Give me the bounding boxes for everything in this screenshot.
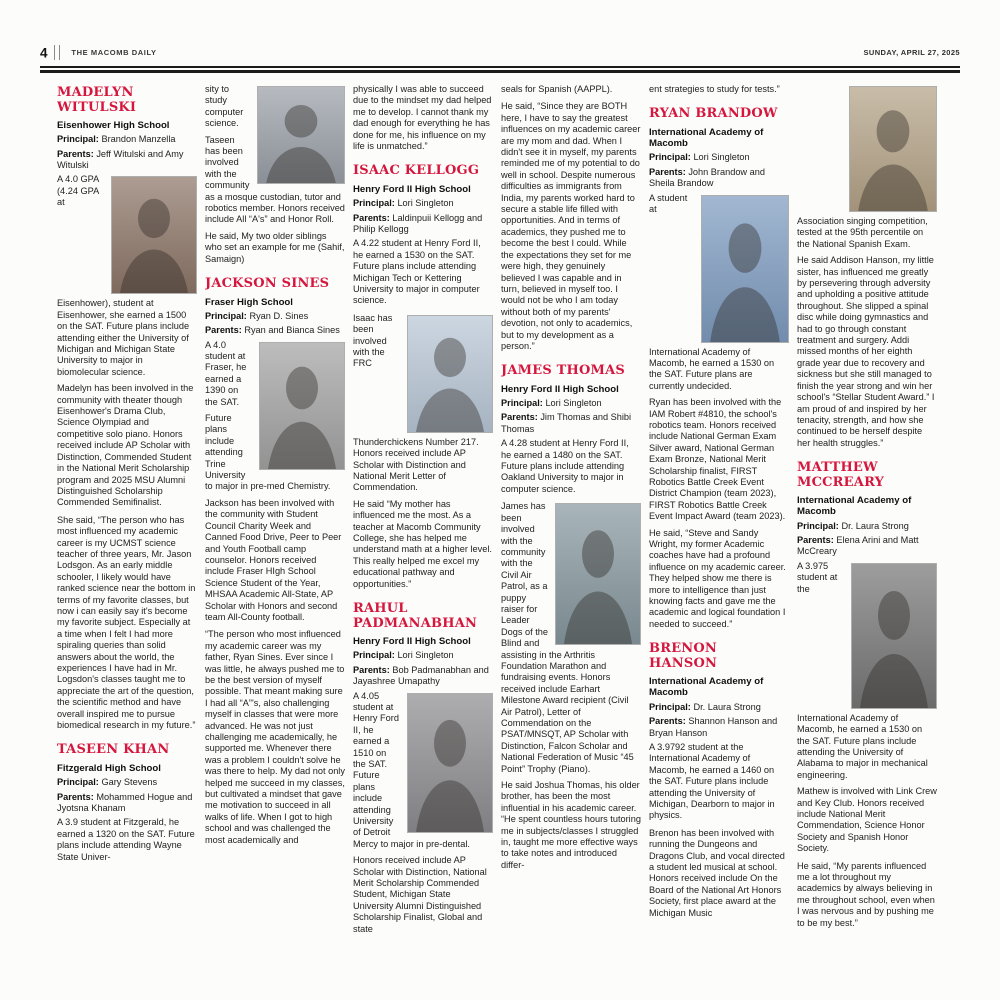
student-portrait — [407, 315, 493, 433]
column-6 — [797, 84, 937, 956]
student-portrait — [407, 693, 493, 833]
field-label: Parents: — [797, 534, 834, 545]
field-value: Ryan and Bianca Sines — [244, 325, 340, 336]
student-portrait — [111, 176, 197, 294]
body-paragraph: A 4.0 student at Fraser, he earned a 1390 on the SAT. — [205, 339, 247, 407]
profile-school: Henry Ford II High School — [501, 383, 619, 395]
field-label: Principal: — [353, 650, 395, 661]
field-value: Brandon Manzella — [101, 134, 176, 145]
profile-principal-line — [649, 702, 789, 713]
body-paragraph: Jackson has been involved with the community with Student Council Charity Week and Canned Food Drive, Peer to Peer and Youth Football camp counselor. Honors received include Fraser HIgh School Science Student of the Year, MHSAA Academic All-State, AP Scholar with Honors and second team All-County football. — [205, 497, 342, 622]
profile-school: Henry Ford II High School — [353, 183, 471, 195]
portrait-silhouette — [112, 177, 196, 293]
portrait-silhouette — [258, 87, 344, 183]
student-portrait — [701, 195, 789, 343]
header-divider — [59, 45, 60, 60]
field-value: Jim Thomas and Shibi Thomas — [501, 412, 632, 434]
body-paragraph: He said Addison Hanson, my little sister, has influenced me greatly by persevering through adversity and upholding a positive attitude throughout. She slipped a spinal disc while doing gymnastics and had to go through constant treatment and surgery. Addi missed months of her eighth grade year due to recovery and sickness but she still managed to finish the year strong and win her school's “Stellar Student Award.” I am proud of and inspired by her tenacity, strength, and how she continued to be herself despite her health struggles.” — [797, 255, 935, 448]
page-header — [40, 44, 960, 64]
student-portrait — [849, 86, 937, 212]
photo-text-group — [205, 84, 345, 265]
body-paragraph: ent strategies to study for tests.” — [649, 84, 780, 94]
field-label: Parents: — [649, 166, 686, 177]
photo-text-group — [649, 193, 789, 523]
body-paragraph: He said “My mother has influenced me the most. As a teacher at Macomb Community College, she has helped me understand math at a higher level. This really helped me excel my educational pathway and opportunities.” — [353, 498, 492, 589]
profile-school: International Academy of Macomb — [649, 126, 764, 150]
field-value: Dr. Laura Strong — [693, 701, 761, 712]
masthead: THE MACOMB DAILY — [71, 48, 157, 58]
header-divider — [54, 45, 55, 60]
field-label: Principal: — [57, 134, 99, 145]
field-value: Dr. Laura Strong — [841, 520, 909, 531]
field-value: Jeff Witulski and Amy Witulski — [57, 148, 184, 171]
body-paragraph: A 4.0 GPA (4.24 GPA at Eisenhower), student at Eisenhower, she earned a 1500 on the SAT. Future plans include attending either the University of Michigan and Michigan State University to major in biomolecular science. — [57, 174, 190, 377]
portrait-silhouette — [850, 87, 936, 211]
body-paragraph: physically I was able to succeed due to the mindset my dad helped me to develop. I cannot thank my dad enough for everything he has done for me, his influence on my life is unmatched.” — [353, 84, 492, 152]
profile-parents-line — [649, 716, 789, 739]
student-portrait — [851, 563, 937, 709]
field-value: Gary Stevens — [101, 777, 158, 788]
body-paragraph: Ryan has been involved with the IAM Robert #4810, the school's robotics team. Honors received include National German Exam Silver award, National German Exam Bronze, National Merit Scholarship finalist, FIRST Robotics Battle Creek Event District Champion (team 2023), FIRST Robotics Battle Creek Event Impact Award (team 2023). — [649, 397, 786, 522]
field-value: Lori Singleton — [397, 198, 454, 209]
profile-name: JACKSON SINES — [205, 276, 330, 292]
photo-text-group — [797, 561, 937, 781]
field-label: Principal: — [205, 310, 247, 321]
portrait-silhouette — [408, 694, 492, 832]
field-label: Parents: — [205, 325, 242, 336]
field-label: Parents: — [57, 148, 94, 159]
profile-principal-line — [353, 198, 493, 209]
student-portrait — [259, 342, 345, 470]
body-paragraph: Association singing competition, tested at the 95th percentile on the National Spanish Exam. — [797, 216, 928, 249]
portrait-silhouette — [408, 316, 492, 432]
field-label: Principal: — [649, 152, 691, 163]
profile-parents-line — [57, 149, 197, 172]
field-value: Lori Singleton — [545, 398, 602, 409]
profile-school: Henry Ford II High School — [353, 636, 471, 648]
field-label: Parents: — [57, 791, 94, 802]
profile-name: ISAAC KELLOGG — [353, 163, 480, 179]
body-paragraph: A 4.05 student at Henry Ford II, he earned a 1510 on the SAT. Future plans include attending University of Detroit Mercy to major in pre-dental. — [353, 690, 470, 849]
profile-parents-line — [205, 325, 345, 336]
profile-principal-line — [797, 521, 937, 532]
body-paragraph: Madelyn has been involved in the community with theater though Eisenhower's Drama Club, Science Olympiad and competitive solo piano. Honors received include AP Scholar with Distinction, Commended Student in the National Merit Scholarship program and 2025 MSU Alumni Distinguished Scholarship Commended Semifinalist. — [57, 383, 194, 508]
column-4 — [501, 84, 641, 956]
page-number: 4 — [40, 45, 48, 61]
body-paragraph: James has been involved with the community with the Civil Air Patrol, as a puppy raiser for Leader Dogs of the Blind and assisting in the Arthritis Foundation Marathon and fundraising events. Honors received include Earhart Milestone Award recipient (Civil Air Patrol), Letter of Commendation on the PSAT/MNSQT, AP Scholar with Distinction, Falcon Scholar and National Federation of Music “45 Point” Trophy (Piano). — [501, 501, 634, 774]
field-label: Parents: — [501, 412, 538, 423]
field-value: Mohammed Hogue and Jyotsna Khanam — [57, 791, 193, 813]
field-value: Shannon Hanson and Bryan Hanson — [649, 716, 778, 738]
field-value: Elena Arini and Matt McCreary — [797, 534, 919, 557]
body-paragraph: sity to study computer science. — [205, 84, 244, 129]
header-rule-thick — [40, 70, 960, 73]
body-paragraph: He said, “Since they are BOTH here, I have to say the greatest influences on my academic career are my mom and dad. When I didn't see it in myself, my parents reminded me of my potential to do well in school. Despite numerous difficulties as immigrants from India, my parents worked hard to secure a stable life filled with opportunities. And in terms of academics, they pushed me to become the best I could. While the expectations they set for me were high, they genuinely believed I was capable and in turn, believed in myself too. I would not be who I am today without both of my parents' devotion, not only to academics, but to my development as a person.” — [501, 101, 641, 351]
field-value: Laldinpuii Kellogg and Philip Kellogg — [353, 212, 483, 234]
body-paragraph: He said Joshua Thomas, his older brother, has been the most influential in his academic career. “He spent countless hours tutoring me in subjects/classes I struggled in, taught me more effective ways to take notes and introduced differ- — [501, 780, 641, 870]
profile-principal-line — [501, 398, 641, 409]
body-paragraph: seals for Spanish (AAPPL). — [501, 84, 613, 94]
body-paragraph: Mathew is involved with Link Crew and Key Club. Honors received include National Merit Commendation, Science Honor Society and Spanish Honor Society. — [797, 786, 937, 854]
content-columns — [57, 84, 945, 956]
profile-principal-line — [57, 134, 197, 145]
field-value: Ryan D. Sines — [249, 310, 309, 321]
body-paragraph: Isaac has been involved with the FRC Thunderchickens Number 217. Honors received include AP Scholar with Distinction and National Merit Letter of Commendation. — [353, 312, 479, 493]
profile-school: Eisenhower High School — [57, 120, 170, 131]
portrait-silhouette — [556, 504, 640, 644]
field-label: Principal: — [353, 198, 395, 209]
photo-text-group — [57, 174, 197, 378]
profile-name: MADELYN WITULSKI — [57, 85, 137, 115]
body-paragraph: He said, “Steve and Sandy Wright, my former Academic coaches have had a profound influence on my academic career. They helped show me there is more to intelligence than just knowing facts and gave me the academic and logical foundation I needed to succeed.” — [649, 527, 786, 629]
portrait-silhouette — [852, 564, 936, 708]
photo-text-group — [501, 501, 641, 775]
field-value: Bob Padmanabhan and Jayashree Umapathy — [353, 664, 489, 687]
column-3 — [353, 84, 493, 956]
field-label: Principal: — [649, 701, 691, 712]
body-paragraph: Brenon has been involved with running the Dungeons and Dragons Club, and vocal directed a student led musical at school. Honors received include On the Board of the National Art Honors Society, first place award at the Michigan Music — [649, 827, 785, 918]
field-label: Principal: — [57, 777, 99, 788]
profile-principal-line — [353, 650, 493, 661]
body-paragraph: A 3.9792 student at the International Academy of Macomb, he earned a 1460 on the SAT. Future plans include attending the University of Michigan, Dearborn to major in physics. — [649, 741, 775, 821]
body-paragraph: She said, “The person who has most influenced my academic career is my UCMST science teacher of three years, Mr. Jason Lodsgon. As an early middle schooler, I likely would have ranked science near the bottom in terms of my favorite classes, but now i can easily say it's become my favorite subject. Especially at a time when I felt I had more spiraling queries than solid answers about the world, the experiences I have had in Mr. Logsdon's classes taught me to appreciate the art of the question, the scientific method and have overall inspired me to pursue biomedical research in my future.” — [57, 514, 196, 731]
body-paragraph: He said, My two older siblings who set an example for me (Sahif, Samaign) — [205, 230, 345, 264]
field-label: Parents: — [353, 212, 390, 223]
field-value: John Brandow and Sheila Brandow — [649, 166, 765, 189]
field-label: Parents: — [649, 716, 686, 727]
body-paragraph: Future plans include attending Trine University to major in pre-med Chemistry. — [205, 413, 331, 492]
body-paragraph: He said, “My parents influenced me a lot throughout my academics by always believing in me throughout school, even when I was nervous and by pushing me to be my best.” — [797, 860, 935, 928]
profile-school: Fitzgerald High School — [57, 762, 161, 774]
header-rule-thin — [40, 66, 960, 68]
field-label: Principal: — [501, 398, 543, 409]
profile-name: RAHUL PADMANABHAN — [353, 601, 478, 631]
profile-school: Fraser High School — [205, 296, 293, 308]
field-value: Lori Singleton — [397, 650, 454, 661]
body-paragraph: Honors received include AP Scholar with Distinction, National Merit Scholarship Commended Student, Michigan State University Alumni Distinguished Scholarship Finalist, Global and state — [353, 855, 487, 934]
body-paragraph: A 4.22 student at Henry Ford II, he earned a 1530 on the SAT. Future plans include attending Michigan Tech or Kettering University to major in computer science. — [353, 238, 481, 306]
profile-parents-line — [797, 535, 937, 558]
profile-parents-line — [649, 167, 789, 190]
profile-name: MATTHEW MCCREARY — [797, 460, 885, 490]
page-date: SUNDAY, APRIL 27, 2025 — [863, 48, 960, 57]
body-paragraph: “The person who most influenced my academic career was my father, Ryan Sines. Ever since I was little, he always pushed me to be the best version of myself possible. That meant making sure I had all “A”'s, also challenging myself in classes that were more advanced. He was not just challenging me academically, he supported me. Whenever there was a problem I couldn't solve he was there to help. My dad not only helped me succeed in my classes, but cultivated a mindset that gave me motivation to succeed in all walks of life. When I got to high school and was challenged the most academically and — [205, 629, 345, 845]
body-paragraph: A 4.28 student at Henry Ford II, he earned a 1480 on the SAT. Future plans include attending Oakland University to major in computer science. — [501, 438, 629, 494]
photo-text-group — [353, 691, 493, 936]
column-2 — [205, 84, 345, 956]
profile-name: TASEEN KHAN — [57, 742, 170, 758]
field-label: Parents: — [353, 664, 390, 675]
body-paragraph: Taseen has been involved with the community as a mosque custodian, tutor and robotics member. Honors received include All “A's” and Honor Roll. — [205, 134, 345, 225]
profile-parents-line — [353, 213, 493, 236]
photo-text-group — [353, 313, 493, 494]
photo-text-group — [797, 84, 937, 449]
body-paragraph: A student at International Academy of Macomb, he earned a 1530 on the SAT. Future plans are currently undecided. — [649, 192, 775, 391]
profile-parents-line — [353, 665, 493, 688]
profile-parents-line — [501, 412, 641, 435]
field-label: Principal: — [797, 520, 839, 531]
photo-text-group — [205, 340, 345, 493]
body-paragraph: A 3.9 student at Fitzgerald, he earned a 1320 on the SAT. Future plans include attending Wayne State Univer- — [57, 817, 195, 862]
profile-parents-line — [57, 792, 197, 815]
profile-principal-line — [649, 152, 789, 163]
portrait-silhouette — [260, 343, 344, 469]
student-portrait — [555, 503, 641, 645]
profile-name: BRENON HANSON — [649, 641, 718, 671]
profile-principal-line — [57, 777, 197, 788]
profile-principal-line — [205, 311, 345, 322]
column-5 — [649, 84, 789, 956]
profile-school: International Academy of Macomb — [649, 676, 764, 699]
field-value: Lori Singleton — [693, 152, 750, 163]
body-paragraph: A 3.975 student at the International Academy of Macomb, he earned a 1530 on the SAT. Future plans include attending the University of Alabama to major in mechanical engineering. — [797, 560, 928, 780]
profile-name: RYAN BRANDOW — [649, 106, 778, 122]
profile-school: International Academy of Macomb — [797, 495, 912, 518]
profile-name: JAMES THOMAS — [501, 363, 625, 379]
student-portrait — [257, 86, 345, 184]
column-1 — [57, 84, 197, 956]
portrait-silhouette — [702, 196, 788, 342]
